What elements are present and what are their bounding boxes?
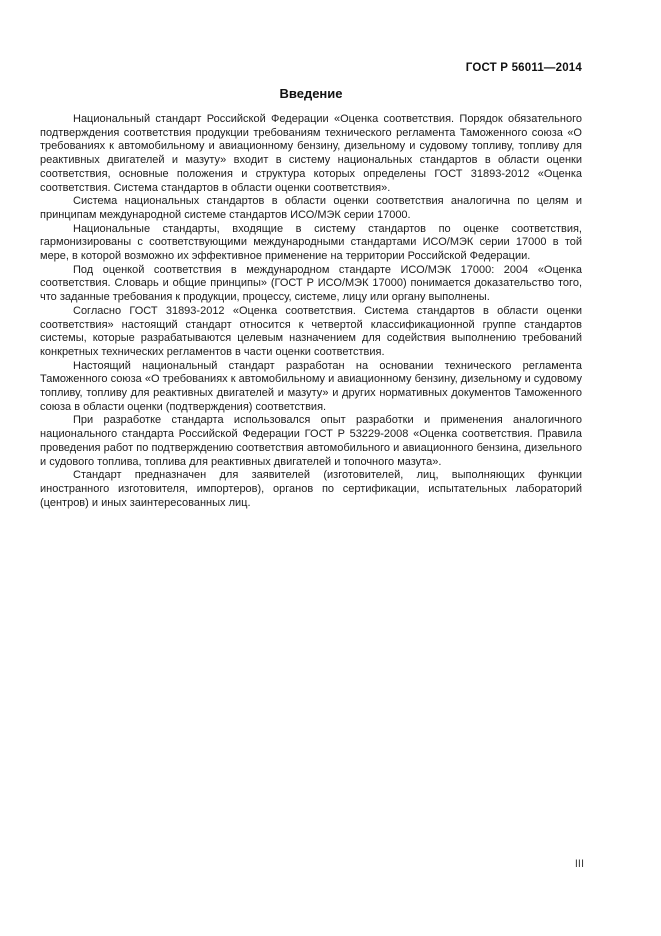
page-header [40,62,582,74]
paragraph: Национальные стандарты, входящие в систему стандартов по оценке соответствия, гармонизированы с соответствующими международными стандартами ИСО/МЭК серии 17000 в той мере, в которой возможно их эффективное применение на территории Российской Федерации. [40,222,582,263]
page-number: III [574,858,584,870]
paragraph: Система национальных стандартов в области оценки соответствия аналогична по целям и принципам международной системе стандартов ИСО/МЭК серии 17000. [40,195,582,221]
paragraph: Стандарт предназначен для заявителей (изготовителей, лиц, выполняющих функции иностранного изготовителя, импортеров), органов по сертификации, испытательных лабораторий (центров) и иных заинтересованных лиц. [40,469,582,509]
doc-number: ГОСТ Р 56011—2014 [465,62,582,74]
paragraph: Согласно ГОСТ 31893-2012 «Оценка соответствия. Система стандартов в области оценки соответствия» настоящий стандарт относится к четвертой классификационной группе стандартов системы, которые разрабатываются целевым назначением для содействия выполнению требований конкретных технических регламентов в части оценки соответствия. [40,304,582,358]
paragraph: Под оценкой соответствия в международном стандарте ИСО/МЭК 17000: 2004 «Оценка соответствия. Словарь и общие принципы» (ГОСТ Р ИСО/МЭК 17000) понимается доказательство того, что заданные требования к продукции, процессу, системе, лицу или органу выполнены. [40,263,582,304]
paragraph: При разработке стандарта использовался опыт разработки и применения аналогичного национального стандарта Российской Федерации ГОСТ Р 53229-2008 «Оценка соответствия. Правила проведения работ по подтверждению соответствия автомобильного и авиационного бензина, дизельного и судового топлива, топлива для реактивных двигателей и топочного мазута». [40,414,582,468]
section-title: Введение [279,86,343,101]
paragraph: Национальный стандарт Российской Федерации «Оценка соответствия. Порядок обязательного подтверждения соответствия продукции требованиям технического регламента Таможенного союза «О требованиях к автомобильному и авиационному бензину, дизельному и судовому топливу, топливу для реактивных двигателей и мазуту» входит в систему национальных стандартов в области оценки соответствия, основные положения и структура которых определены ГОСТ 31893-2012 «Оценка соответствия. Система стандартов в области оценки соответствия». [40,113,582,194]
paragraph: Настоящий национальный стандарт разработан на основании технического регламента Таможенного союза «О требованиях к автомобильному и авиационному бензину, дизельному и судовому топливу, топливу для реактивных двигателей и мазуту» и других нормативных документов Таможенного союза в области оценки (подтверждения) соответствия. [40,359,582,413]
document-body [40,113,582,510]
page-footer [575,858,584,870]
